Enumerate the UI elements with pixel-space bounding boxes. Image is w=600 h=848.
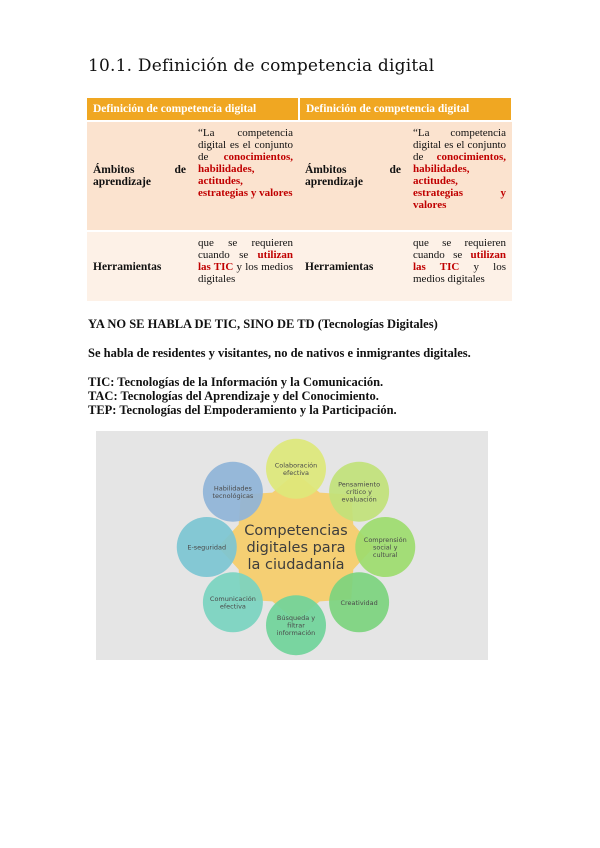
- row-text: [407, 121, 512, 231]
- section-heading: 10.1. Definición de competencia digital: [88, 56, 435, 76]
- node-label: evaluación: [341, 495, 377, 504]
- paragraph-tac: TAC: Tecnologías del Aprendizaje y del Conocimiento.: [88, 389, 379, 403]
- table-row: [87, 231, 512, 301]
- row-label: Herramientas: [299, 231, 407, 301]
- row-text-highlight: utilizan las TIC: [413, 249, 506, 273]
- node-label: E-seguridad: [187, 543, 227, 552]
- node-label: tecnológicas: [212, 491, 254, 500]
- table-header-cell: Definición de competencia digital: [299, 98, 512, 121]
- paragraph-tep: TEP: Tecnologías del Empoderamiento y la Participación.: [88, 403, 397, 417]
- node-label: Pensamiento: [338, 480, 381, 489]
- node-label: crítico y: [346, 488, 373, 497]
- table-row: [87, 121, 512, 231]
- row-text: [192, 121, 299, 231]
- row-text-plain: “La competencia digital es el conjunto de: [198, 127, 293, 163]
- competencies-diagram: [96, 431, 488, 660]
- diagram-node: [329, 572, 389, 632]
- row-text-highlight: conocimientos, habilidades, actitudes, estrategias y valores: [413, 151, 506, 211]
- node-label: información: [276, 629, 316, 638]
- row-text-highlight: utilizan las TIC: [198, 249, 293, 273]
- node-label: Colaboración: [274, 461, 318, 470]
- row-label: Ámbitos de aprendizaje: [299, 121, 407, 231]
- center-label: la ciudadanía: [247, 557, 345, 573]
- paragraph-tic: TIC: Tecnologías de la Información y la Comunicación.: [88, 375, 384, 389]
- row-text-plain: que se requieren cuando se: [413, 237, 506, 261]
- node-label: Búsqueda y: [276, 614, 316, 623]
- row-text: [192, 231, 299, 301]
- node-label: Comprensión: [363, 536, 407, 544]
- center-label: Competencias: [244, 523, 348, 539]
- node-label: efectiva: [282, 469, 310, 478]
- competence-table: [87, 98, 513, 301]
- diagram-node: [355, 517, 415, 577]
- node-label: social y: [373, 543, 398, 552]
- center-label: digitales para: [246, 540, 346, 556]
- table-header-cell: Definición de competencia digital: [87, 98, 299, 121]
- diagram-node: [203, 572, 263, 632]
- diagram-node: [177, 517, 237, 577]
- paragraph-td: YA NO SE HABLA DE TIC, SINO DE TD (Tecnologías Digitales): [88, 317, 438, 331]
- table-header-row: [87, 98, 512, 121]
- row-label: Ámbitos de aprendizaje: [87, 121, 192, 231]
- node-label: Comunicación: [209, 595, 256, 604]
- row-text-plain: que se requieren cuando se: [198, 237, 293, 261]
- diagram-node: [266, 595, 326, 655]
- row-text-plain: y los medios digitales: [198, 261, 293, 285]
- node-label: Habilidades: [213, 484, 252, 493]
- row-text-plain: y los medios digitales: [413, 261, 506, 285]
- diagram-node: [203, 462, 263, 522]
- node-label: cultural: [372, 551, 398, 559]
- row-text-highlight: conocimientos, habilidades, actitudes, estrategias y valores: [198, 151, 293, 199]
- node-label: Creatividad: [340, 598, 378, 607]
- diagram-node: [329, 462, 389, 522]
- node-label: efectiva: [219, 602, 246, 611]
- diagram-svg: [96, 431, 488, 660]
- row-text-plain: “La competencia digital es el conjunto de: [413, 127, 506, 163]
- node-label: filtrar: [287, 621, 305, 630]
- diagram-node: [266, 439, 326, 499]
- row-label: Herramientas: [87, 231, 192, 301]
- paragraph-residents: Se habla de residentes y visitantes, no de nativos e inmigrantes digitales.: [88, 346, 471, 360]
- row-text: [407, 231, 512, 301]
